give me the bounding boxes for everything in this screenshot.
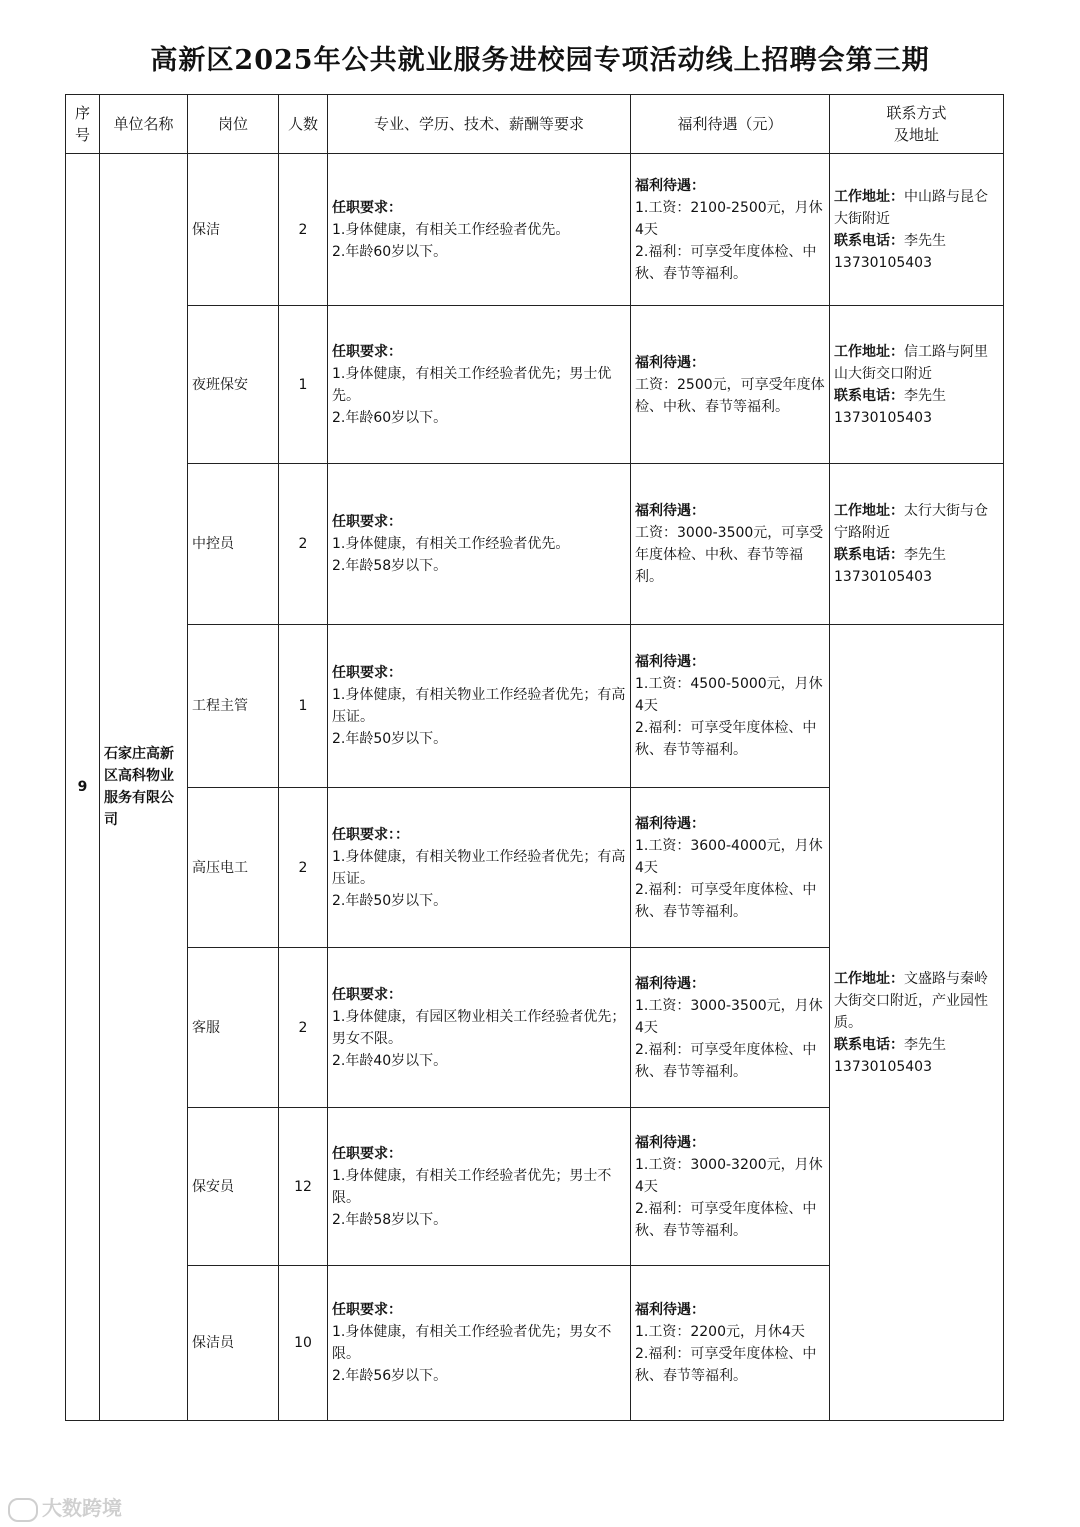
benefits-cell xyxy=(631,306,830,464)
address-label: 工作地址： xyxy=(834,188,904,205)
benefits-label: 福利待遇： xyxy=(635,654,705,670)
phone-value: 李先生13730105403 xyxy=(834,387,946,426)
requirements-cell xyxy=(328,948,631,1108)
address-value: 信工路与阿里山大街交口附近 xyxy=(834,343,988,382)
phone xyxy=(834,1034,999,1078)
header-benefits: 福利待遇（元） xyxy=(631,95,830,154)
benefits-cell xyxy=(631,154,830,306)
requirements-cell xyxy=(328,154,631,306)
requirements-label: 任职要求： xyxy=(332,343,402,360)
benefit-line: 1.工资：3600-4000元，月休4天 xyxy=(635,837,823,876)
requirement-line: 1.身体健康，有相关工作经验者优先；男士优先。 xyxy=(332,365,612,404)
benefit-line: 1.工资：4500-5000元，月休4天 xyxy=(635,676,823,714)
contact-cell xyxy=(830,464,1004,625)
requirements-label: 任职要求： xyxy=(332,1302,402,1318)
position-cell: 保洁员 xyxy=(188,1266,279,1421)
contact-cell xyxy=(830,306,1004,464)
benefit-line: 1.工资：3000-3200元，月休4天 xyxy=(635,1156,823,1195)
address-value: 中山路与昆仑大街附近 xyxy=(834,188,988,227)
phone xyxy=(834,230,999,274)
table-row xyxy=(66,154,1004,306)
count-cell: 1 xyxy=(279,625,328,788)
requirements-cell xyxy=(328,625,631,788)
company-name: 石家庄高新区高科物业服务有限公司 xyxy=(100,154,188,1421)
benefits-label: 福利待遇： xyxy=(635,1134,705,1151)
address-label: 工作地址： xyxy=(834,343,904,360)
watermark-text: 大数跨境 xyxy=(42,1496,122,1520)
header-requirements: 专业、学历、技术、薪酬等要求 xyxy=(328,95,631,154)
benefit-line: 2.福利：可享受年度体检、中秋、春节等福利。 xyxy=(635,881,817,920)
requirements-label: 任职要求：： xyxy=(332,826,409,843)
header-position: 岗位 xyxy=(188,95,279,154)
requirements-cell xyxy=(328,464,631,625)
header-contact-line2: 及地址 xyxy=(893,126,939,144)
phone xyxy=(834,544,999,588)
page-title: 高新区2025年公共就业服务进校园专项活动线上招聘会第三期 xyxy=(150,45,930,76)
header-contact-line1: 联系方式 xyxy=(886,104,947,122)
address xyxy=(834,186,999,230)
requirement-line: 1.身体健康，有相关工作经验者优先；男士不限。 xyxy=(332,1167,612,1206)
position-cell: 高压电工 xyxy=(188,788,279,948)
benefits-label: 福利待遇： xyxy=(635,354,705,371)
position-cell: 中控员 xyxy=(188,464,279,625)
phone-label: 联系电话： xyxy=(834,547,904,563)
address xyxy=(834,341,999,385)
benefits-cell xyxy=(631,788,830,948)
seq-cell: 9 xyxy=(66,154,100,1421)
watermark xyxy=(8,1492,122,1522)
requirement-line: 1.身体健康，有相关工作经验者优先。 xyxy=(332,536,570,552)
contact-cell xyxy=(830,154,1004,306)
requirement-line: 1.身体健康，有相关工作经验者优先。 xyxy=(332,221,570,238)
requirements-label: 任职要求： xyxy=(332,514,402,530)
benefit-line: 1.工资：2100-2500元，月休4天 xyxy=(635,199,823,238)
benefits-cell xyxy=(631,464,830,625)
requirement-line: 2.年龄50岁以下。 xyxy=(332,892,448,909)
benefits-label: 福利待遇： xyxy=(635,975,705,992)
job-table xyxy=(65,94,1004,1421)
requirement-line: 2.年龄50岁以下。 xyxy=(332,731,448,747)
address xyxy=(834,500,999,544)
requirement-line: 2.年龄56岁以下。 xyxy=(332,1368,448,1384)
benefits-cell xyxy=(631,948,830,1108)
position-cell: 夜班保安 xyxy=(188,306,279,464)
requirements-cell xyxy=(328,306,631,464)
requirement-line: 2.年龄58岁以下。 xyxy=(332,1211,448,1228)
benefit-line: 2.福利：可享受年度体检、中秋、春节等福利。 xyxy=(635,1346,817,1384)
count-cell: 1 xyxy=(279,306,328,464)
benefits-label: 福利待遇： xyxy=(635,815,705,832)
requirement-line: 2.年龄58岁以下。 xyxy=(332,558,448,574)
benefit-line: 工资：3000-3500元，可享受年度体检、中秋、春节等福利。 xyxy=(635,525,824,585)
count-cell: 2 xyxy=(279,154,328,306)
phone-label: 联系电话： xyxy=(834,232,904,249)
benefit-line: 2.福利：可享受年度体检、中秋、春节等福利。 xyxy=(635,1041,817,1080)
header-contact xyxy=(830,95,1004,154)
benefits-label: 福利待遇： xyxy=(635,1302,705,1318)
requirement-line: 2.年龄60岁以下。 xyxy=(332,409,448,426)
shared-contact-cell xyxy=(830,625,1004,1421)
benefit-line: 2.福利：可享受年度体检、中秋、春节等福利。 xyxy=(635,720,817,758)
benefit-line: 1.工资：3000-3500元，月休4天 xyxy=(635,997,823,1036)
count-cell: 10 xyxy=(279,1266,328,1421)
header-seq: 序号 xyxy=(66,95,100,154)
requirement-line: 1.身体健康，有相关物业工作经验者优先；有高压证。 xyxy=(332,687,626,725)
header-count: 人数 xyxy=(279,95,328,154)
address xyxy=(834,968,999,1034)
benefits-label: 福利待遇： xyxy=(635,177,705,194)
address-value: 太行大街与仓宁路附近 xyxy=(834,503,988,541)
benefit-line: 2.福利：可享受年度体检、中秋、春节等福利。 xyxy=(635,1200,817,1239)
position-cell: 工程主管 xyxy=(188,625,279,788)
requirement-line: 2.年龄40岁以下。 xyxy=(332,1052,448,1069)
requirements-label: 任职要求： xyxy=(332,665,402,681)
phone xyxy=(834,385,999,429)
requirements-cell xyxy=(328,1108,631,1266)
requirement-line: 1.身体健康，有园区物业相关工作经验者优先；男女不限。 xyxy=(332,1008,626,1047)
requirement-line: 1.身体健康，有相关工作经验者优先；男女不限。 xyxy=(332,1324,612,1362)
requirements-label: 任职要求： xyxy=(332,199,402,216)
table-row xyxy=(66,625,1004,788)
requirements-cell xyxy=(328,788,631,948)
benefit-line: 1.工资：2200元，月休4天 xyxy=(635,1324,805,1340)
count-cell: 2 xyxy=(279,464,328,625)
table-row xyxy=(66,464,1004,625)
benefits-cell xyxy=(631,625,830,788)
phone-value: 李先生13730105403 xyxy=(834,232,946,271)
position-cell: 保洁 xyxy=(188,154,279,306)
phone-value: 李先生13730105403 xyxy=(834,547,946,585)
requirements-label: 任职要求： xyxy=(332,986,402,1003)
benefits-cell xyxy=(631,1266,830,1421)
requirements-label: 任职要求： xyxy=(332,1145,402,1162)
phone-value: 李先生13730105403 xyxy=(834,1036,946,1075)
phone-label: 联系电话： xyxy=(834,387,904,404)
position-cell: 客服 xyxy=(188,948,279,1108)
benefits-label: 福利待遇： xyxy=(635,503,705,519)
count-cell: 12 xyxy=(279,1108,328,1266)
phone-label: 联系电话： xyxy=(834,1036,904,1053)
requirements-cell xyxy=(328,1266,631,1421)
address-value: 文盛路与秦岭大街交口附近，产业园性质。 xyxy=(834,970,988,1031)
header-company: 单位名称 xyxy=(100,95,188,154)
address-label: 工作地址： xyxy=(834,970,904,987)
benefit-line: 2.福利：可享受年度体检、中秋、春节等福利。 xyxy=(635,243,817,282)
header-row xyxy=(66,95,1004,154)
address-label: 工作地址： xyxy=(834,503,904,519)
watermark-logo-icon xyxy=(8,1498,38,1522)
benefit-line: 工资：2500元，可享受年度体检、中秋、春节等福利。 xyxy=(635,376,825,415)
requirement-line: 1.身体健康，有相关物业工作经验者优先；有高压证。 xyxy=(332,848,626,887)
count-cell: 2 xyxy=(279,788,328,948)
requirement-line: 2.年龄60岁以下。 xyxy=(332,243,448,260)
position-cell: 保安员 xyxy=(188,1108,279,1266)
count-cell: 2 xyxy=(279,948,328,1108)
table-row xyxy=(66,306,1004,464)
benefits-cell xyxy=(631,1108,830,1266)
